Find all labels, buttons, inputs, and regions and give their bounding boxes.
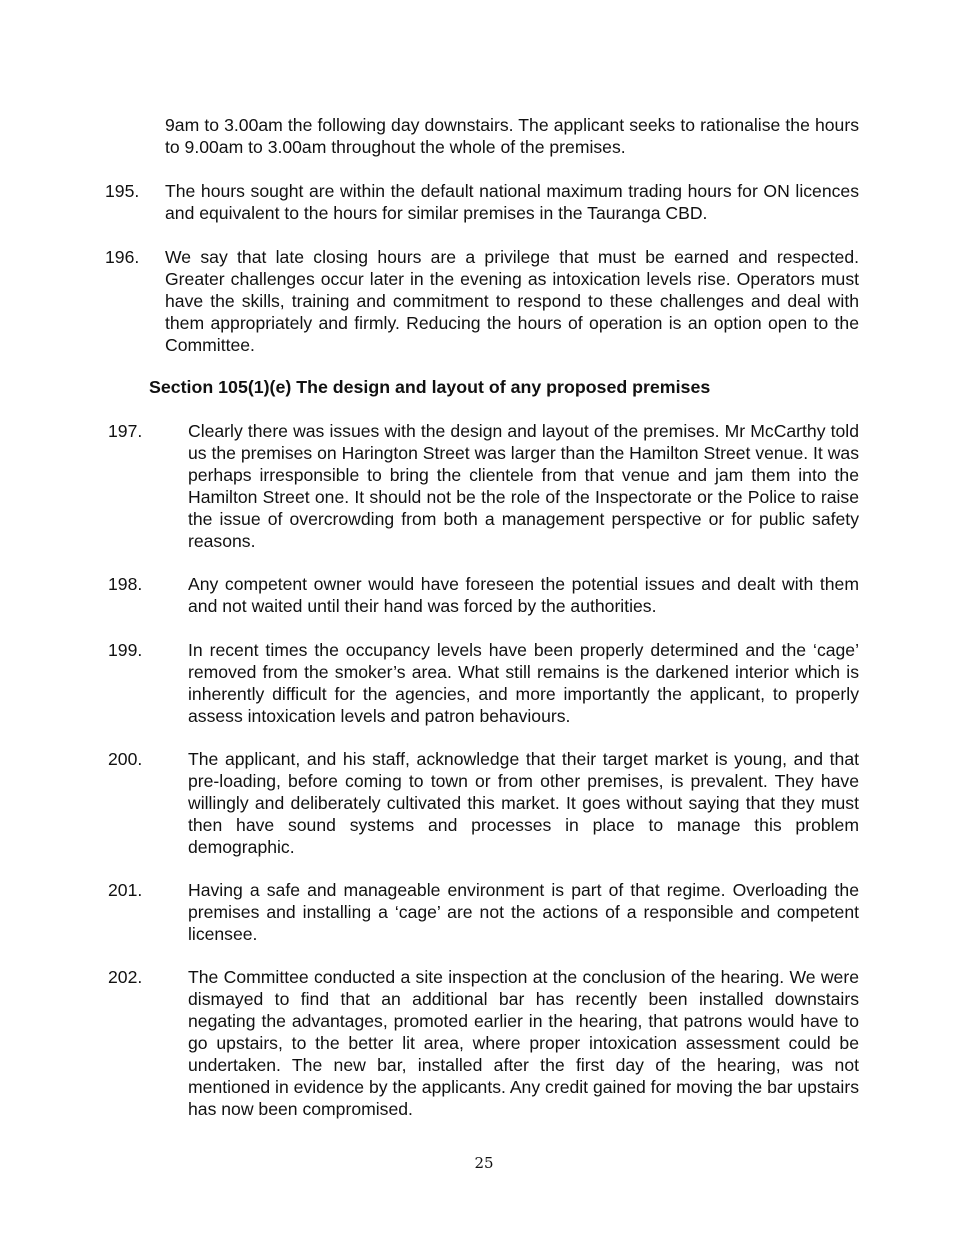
paragraph-number: 195. [105,181,140,201]
paragraph-text: We say that late closing hours are a privilege that must be earned and respected. Greater challenges occur later in the evening as intoxication levels rise. Operators must have the skills, training and commitment to respond to these challenges and deal with them appropriately and firmly. Reducing the hours of operation is an option open to the Committee. [165,247,859,355]
paragraph-text: The hours sought are within the default national maximum trading hours for ON licences and equivalent to the hours for similar premises in the Tauranga CBD. [165,181,859,223]
section-heading: Section 105(1)(e) The design and layout of any proposed premises [149,377,711,397]
paragraph-text: Any competent owner would have foreseen the potential issues and dealt with them and not waited until their hand was forced by the authorities. [188,574,859,616]
paragraph-text: The applicant, and his staff, acknowledge that their target market is young, and that pre-loading, before coming to town or from other premises, is prevalent. They have willingly and deliberately cultivated this market. It goes without saying that they must then have sound systems and processes in place to manage this problem demographic. [188,749,859,857]
paragraph-text: 9am to 3.00am the following day downstairs. The applicant seeks to rationalise the hours to 9.00am to 3.00am throughout the whole of the premises. [165,115,859,157]
paragraph-199 [0,639,968,727]
paragraph-text: Clearly there was issues with the design and layout of the premises. Mr McCarthy told us the premises on Harington Street was larger than the Hamilton Street venue. It was perhaps irresponsible to bring the clientele from that venue and jam them into the Hamilton Street one. It should not be the role of the Inspectorate or the Police to raise the issue of overcrowding from both a management perspective or for public safety reasons. [188,421,859,551]
paragraph-197 [0,420,968,552]
paragraph-number: 198. [108,574,143,594]
paragraph-number: 200. [108,749,143,769]
paragraph-number: 202. [108,967,143,987]
continuation-paragraph [0,114,968,158]
paragraph-text: Having a safe and manageable environment is part of that regime. Overloading the premises and installing a ‘cage’ are not the actions of a responsible and competent licensee. [188,880,859,944]
page-number: 25 [474,1154,494,1172]
paragraph-201 [0,879,968,945]
paragraph-number: 196. [105,247,140,267]
paragraph-number: 201. [108,880,143,900]
paragraph-195 [0,180,968,224]
paragraph-198 [0,573,968,617]
paragraph-200 [0,748,968,858]
paragraph-text: In recent times the occupancy levels have been properly determined and the ‘cage’ removed from the smoker’s area. What still remains is the darkened interior which is inherently difficult for the agencies, and more importantly the applicant, to properly assess intoxication levels and patron behaviours. [188,640,859,726]
paragraph-text: The Committee conducted a site inspection at the conclusion of the hearing. We were dismayed to find that an additional bar has recently been installed downstairs negating the advantages, promoted earlier in the hearing, that patrons would have to go upstairs, to the better lit area, where proper intoxication assessment could be undertaken. The new bar, installed after the first day of the hearing, was not mentioned in evidence by the applicants. Any credit gained for moving the bar upstairs has now been compromised. [188,967,859,1119]
paragraph-number: 197. [108,421,143,441]
paragraph-number: 199. [108,640,143,660]
paragraph-196 [0,246,968,356]
paragraph-202 [0,966,968,1120]
